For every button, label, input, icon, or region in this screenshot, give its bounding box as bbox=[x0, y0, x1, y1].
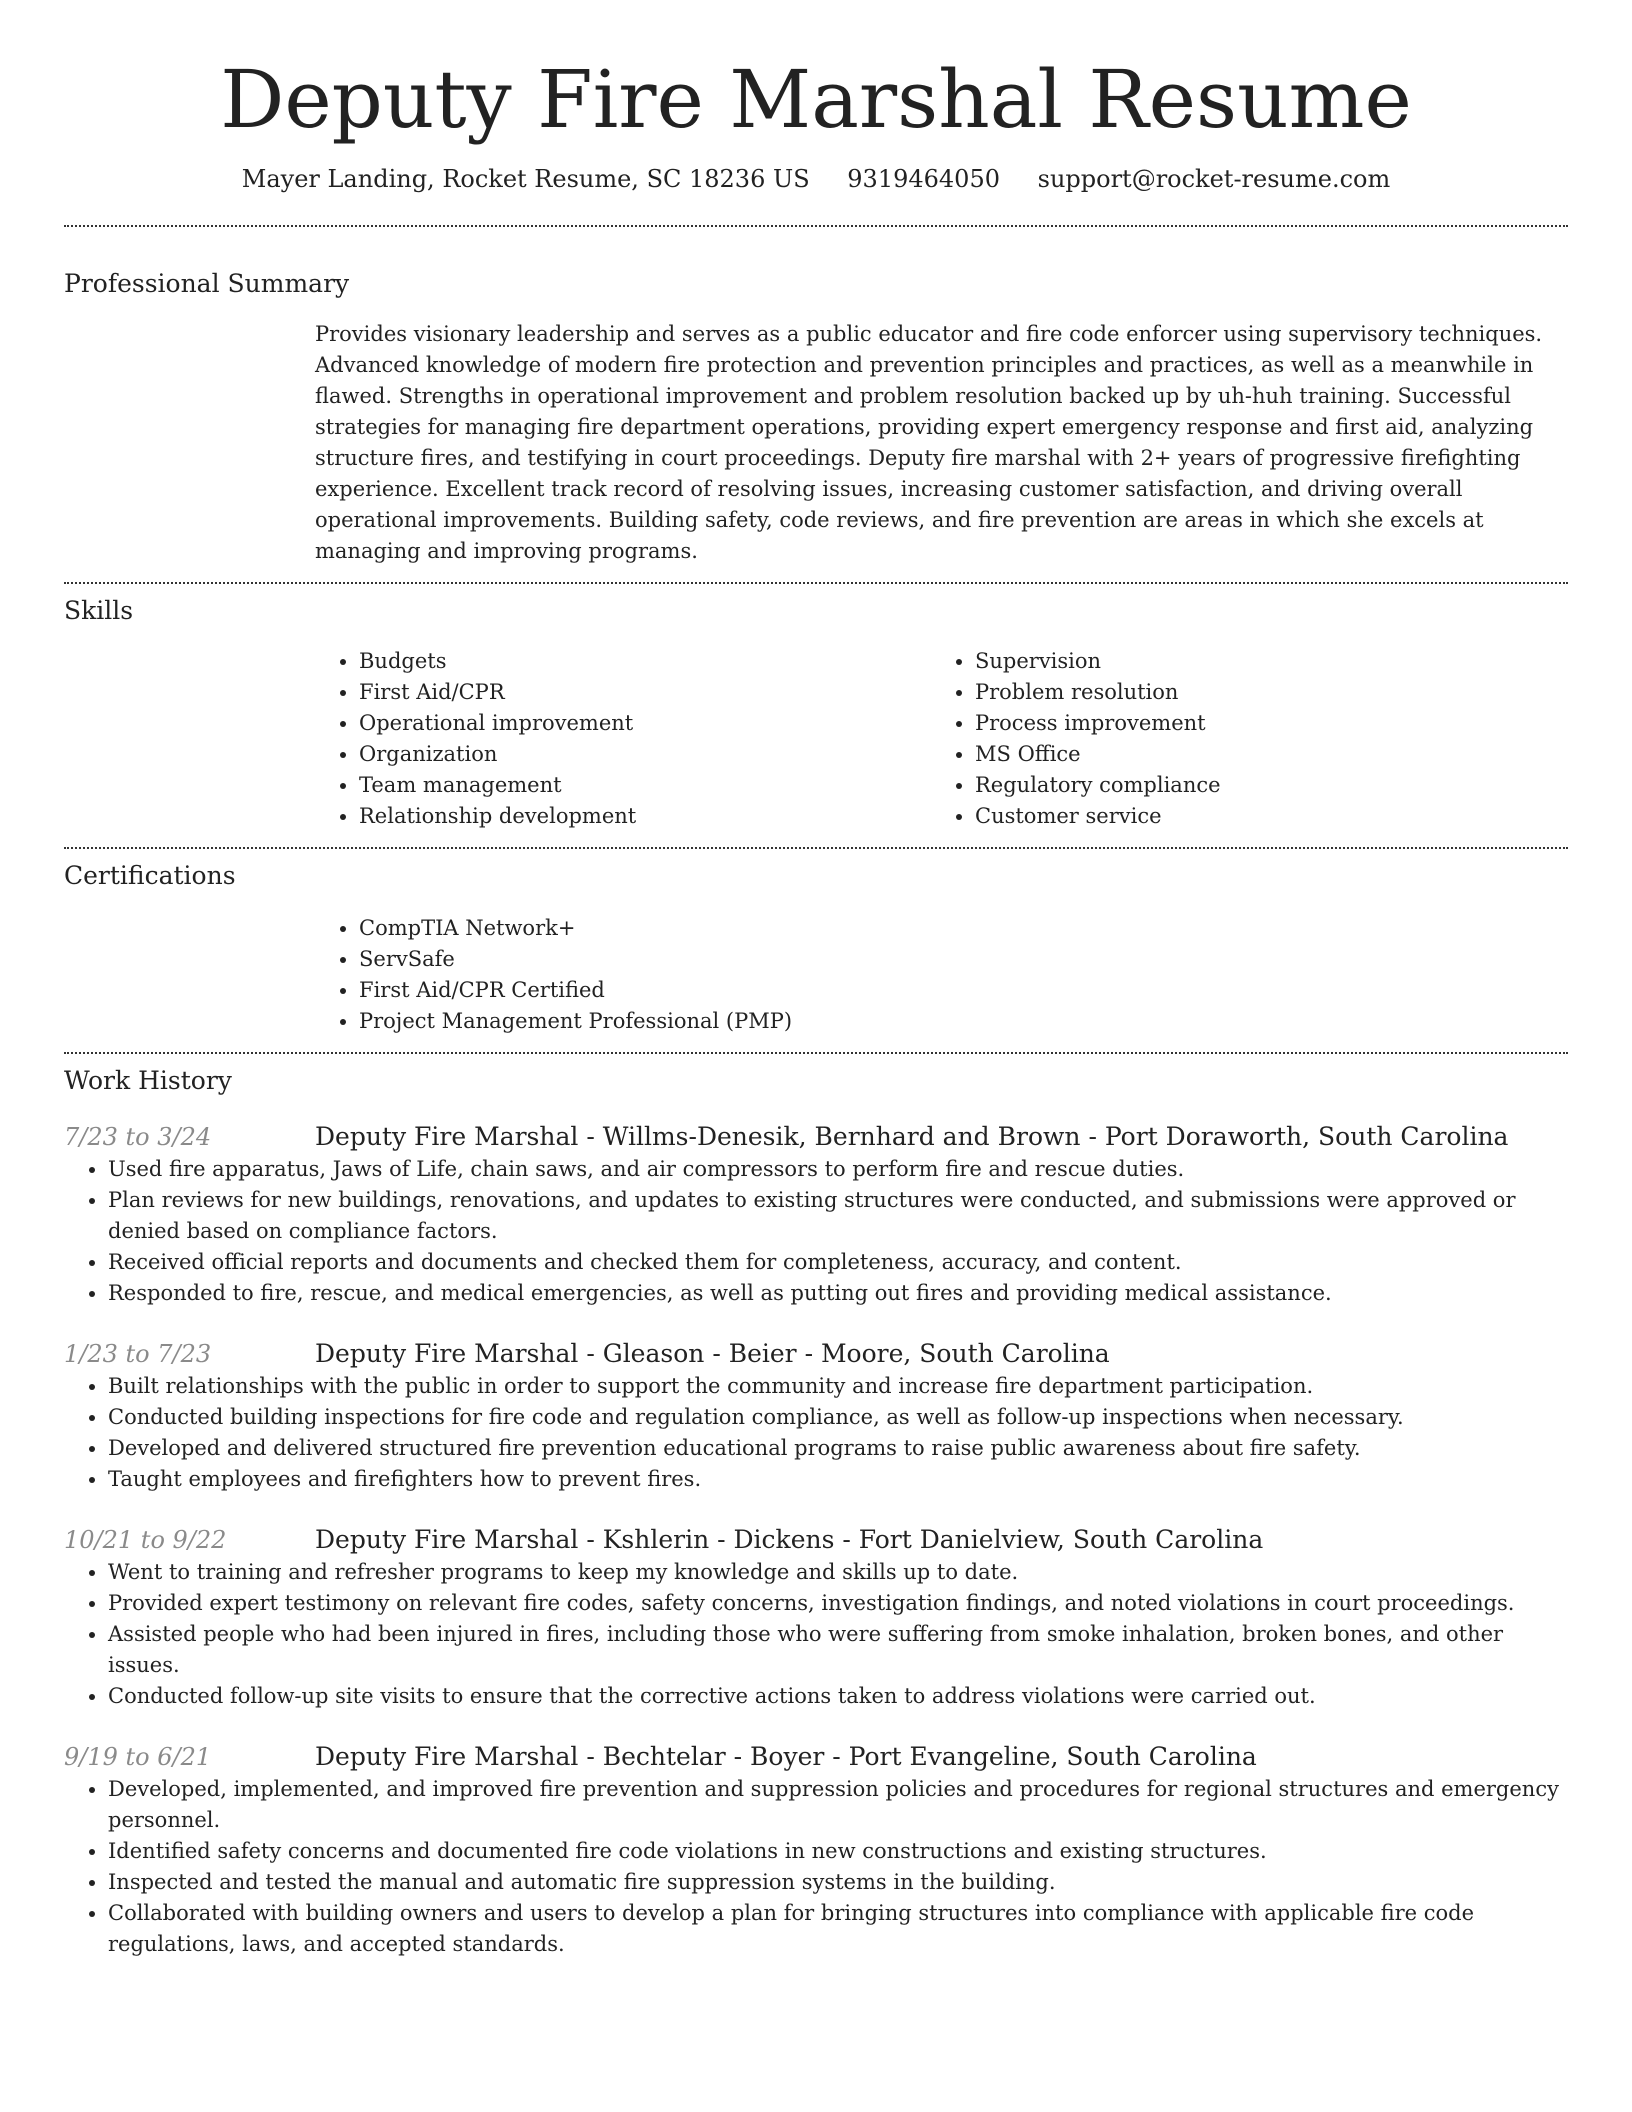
skills-list bbox=[315, 646, 1568, 832]
skill-item: • First Aid/CPR bbox=[359, 677, 931, 708]
job-bullets bbox=[64, 1774, 1568, 1960]
divider bbox=[64, 847, 1568, 849]
job-title: Deputy Fire Marshal - Gleason - Beier - Moore, South Carolina bbox=[315, 1339, 1110, 1368]
job-bullet: • Plan reviews for new buildings, renovations, and updates to existing structures were conducted, and submissions were approved or denied based on compliance factors. bbox=[108, 1185, 1568, 1247]
job-entry bbox=[64, 1120, 1568, 1309]
summary-text: Provides visionary leadership and serves as a public educator and fire code enforcer using supervisory techniques. Advanced knowledge of modern fire protection and prevention principles and practices, as well as a meanwhile in flawed. Strengths in operational improvement and problem resolution backed up by uh-huh training. Successful strategies for managing fire department operations, providing expert emergency response and first aid, analyzing structure fires, and testifying in court proceedings. Deputy fire marshal with 2+ years of progressive firefighting experience. Excellent track record of resolving issues, increasing customer satisfaction, and driving overall operational improvements. Building safety, code reviews, and fire prevention are areas in which she excels at managing and improving programs. bbox=[315, 322, 1543, 563]
job-bullets bbox=[64, 1371, 1568, 1495]
contact-address: Mayer Landing, Rocket Resume, SC 18236 US bbox=[241, 165, 810, 193]
job-bullet: • Developed and delivered structured fire prevention educational programs to raise public awareness about fire safety. bbox=[108, 1433, 1568, 1464]
skill-item: • Customer service bbox=[975, 801, 1547, 832]
job-dates: 1/23 to 7/23 bbox=[64, 1340, 212, 1368]
skills-section bbox=[64, 594, 1568, 832]
job-title: Deputy Fire Marshal - Bechtelar - Boyer - Port Evangeline, South Carolina bbox=[315, 1742, 1257, 1771]
contact-email: support@rocket-resume.com bbox=[1037, 165, 1391, 193]
job-bullet: • Received official reports and documents and checked them for completeness, accuracy, and content. bbox=[108, 1247, 1568, 1278]
certification-item: • CompTIA Network+ bbox=[359, 913, 1568, 944]
summary-content bbox=[315, 319, 1568, 567]
job-dates: 7/23 to 3/24 bbox=[64, 1123, 212, 1151]
resume-title: Deputy Fire Marshal Resume bbox=[220, 53, 1412, 146]
certifications-list bbox=[315, 913, 1568, 1037]
work-history-section bbox=[64, 1064, 1568, 1960]
skill-item: • Operational improvement bbox=[359, 708, 931, 739]
job-bullet: • Provided expert testimony on relevant fire codes, safety concerns, investigation findings, and noted violations in court proceedings. bbox=[108, 1588, 1568, 1619]
resume-page bbox=[64, 0, 1568, 1960]
job-bullet: • Built relationships with the public in order to support the community and increase fire department participation. bbox=[108, 1371, 1568, 1402]
job-bullet: • Identified safety concerns and documented fire code violations in new constructions and existing structures. bbox=[108, 1836, 1568, 1867]
skill-item: • Supervision bbox=[975, 646, 1547, 677]
skill-item: • Regulatory compliance bbox=[975, 770, 1547, 801]
job-bullet: • Taught employees and firefighters how to prevent fires. bbox=[108, 1464, 1568, 1495]
job-bullet: • Responded to fire, rescue, and medical emergencies, as well as putting out fires and providing medical assistance. bbox=[108, 1278, 1568, 1309]
job-bullet: • Conducted follow-up site visits to ensure that the corrective actions taken to address violations were carried out. bbox=[108, 1681, 1568, 1712]
divider bbox=[64, 1052, 1568, 1054]
summary-section bbox=[64, 267, 1568, 567]
skill-item: • MS Office bbox=[975, 739, 1547, 770]
skill-item: • Organization bbox=[359, 739, 931, 770]
skill-item: • Budgets bbox=[359, 646, 931, 677]
job-bullets bbox=[64, 1557, 1568, 1712]
contact-phone: 9319464050 bbox=[847, 165, 1000, 193]
divider bbox=[64, 225, 1568, 227]
job-bullet: • Went to training and refresher programs to keep my knowledge and skills up to date. bbox=[108, 1557, 1568, 1588]
job-bullet: • Conducted building inspections for fire code and regulation compliance, as well as follow-up inspections when necessary. bbox=[108, 1402, 1568, 1433]
job-title: Deputy Fire Marshal - Kshlerin - Dickens - Fort Danielview, South Carolina bbox=[315, 1525, 1264, 1554]
certifications-heading: Certifications bbox=[64, 861, 236, 890]
summary-heading: Professional Summary bbox=[64, 269, 350, 298]
skills-heading: Skills bbox=[64, 596, 134, 625]
job-entry bbox=[64, 1740, 1568, 1960]
job-bullet: • Assisted people who had been injured in fires, including those who were suffering from smoke inhalation, broken bones, and other issues. bbox=[108, 1619, 1568, 1681]
work-history-heading: Work History bbox=[64, 1066, 232, 1095]
divider bbox=[64, 582, 1568, 584]
certification-item: • ServSafe bbox=[359, 944, 1568, 975]
skill-item: • Process improvement bbox=[975, 708, 1547, 739]
certifications-section bbox=[64, 859, 1568, 1037]
contact-line bbox=[64, 162, 1568, 196]
job-dates: 9/19 to 6/21 bbox=[64, 1743, 212, 1771]
job-bullet: • Used fire apparatus, Jaws of Life, chain saws, and air compressors to perform fire and rescue duties. bbox=[108, 1154, 1568, 1185]
job-entry bbox=[64, 1337, 1568, 1495]
job-title: Deputy Fire Marshal - Willms-Denesik, Bernhard and Brown - Port Doraworth, South Carolina bbox=[315, 1122, 1509, 1151]
skills-column-left bbox=[315, 646, 931, 832]
job-bullet: • Inspected and tested the manual and automatic fire suppression systems in the building. bbox=[108, 1867, 1568, 1898]
job-bullet: • Developed, implemented, and improved fire prevention and suppression policies and procedures for regional structures and emergency personnel. bbox=[108, 1774, 1568, 1836]
certification-item: • Project Management Professional (PMP) bbox=[359, 1006, 1568, 1037]
certification-item: • First Aid/CPR Certified bbox=[359, 975, 1568, 1006]
skills-column-right bbox=[931, 646, 1547, 832]
skill-item: • Team management bbox=[359, 770, 931, 801]
skill-item: • Problem resolution bbox=[975, 677, 1547, 708]
skill-item: • Relationship development bbox=[359, 801, 931, 832]
job-dates: 10/21 to 9/22 bbox=[64, 1526, 227, 1554]
job-entry bbox=[64, 1523, 1568, 1712]
job-bullets bbox=[64, 1154, 1568, 1309]
job-bullet: • Collaborated with building owners and users to develop a plan for bringing structures into compliance with applicable fire code regulations, laws, and accepted standards. bbox=[108, 1898, 1568, 1960]
